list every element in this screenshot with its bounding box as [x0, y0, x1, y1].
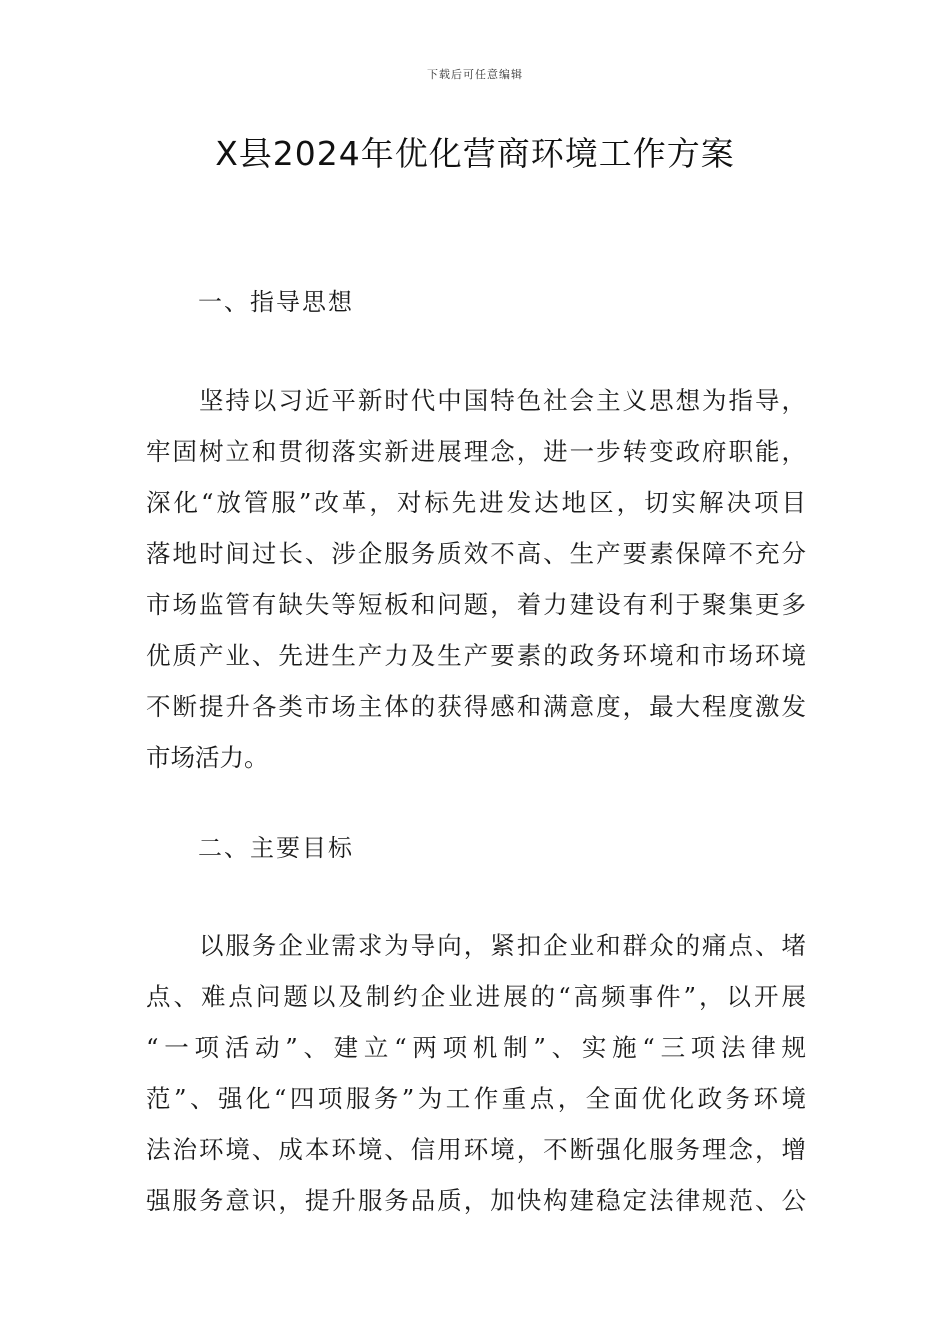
paragraph-line: 法治环境、成本环境、信用环境，不断强化服务理念，增: [146, 1135, 806, 1164]
section-heading-guiding-thought: 一、指导思想: [198, 288, 354, 316]
document-title: X县2024年优化营商环境工作方案: [215, 134, 735, 173]
paragraph-line: 优质产业、先进生产力及生产要素的政务环境和市场环境: [146, 641, 806, 670]
paragraph-line: 市场监管有缺失等短板和问题，着力建设有利于聚集更多: [146, 590, 806, 619]
paragraph-line: 点、难点问题以及制约企业进展的“高频事件”，以开展: [146, 982, 806, 1011]
paragraph-guiding-thought: [146, 375, 806, 783]
paragraph-line: 不断提升各类市场主体的获得感和满意度，最大程度激发: [146, 692, 806, 721]
paragraph-line: 坚持以习近平新时代中国特色社会主义思想为指导，: [146, 386, 806, 415]
paragraph-main-goals: [146, 920, 806, 1226]
paragraph-line: 牢固树立和贯彻落实新进展理念，进一步转变政府职能，: [146, 437, 806, 466]
paragraph-line: 落地时间过长、涉企服务质效不高、生产要素保障不充分: [146, 539, 806, 568]
header-note: 下载后可任意编辑: [427, 68, 523, 81]
paragraph-line: “一项活动”、建立“两项机制”、实施“三项法律规: [146, 1033, 806, 1062]
paragraph-line: 深化“放管服”改革，对标先进发达地区，切实解决项目: [146, 488, 806, 517]
section-heading-main-goals: 二、主要目标: [198, 834, 354, 862]
paragraph-line: 以服务企业需求为导向，紧扣企业和群众的痛点、堵: [146, 931, 806, 960]
paragraph-line: 市场活力。: [146, 743, 269, 772]
paragraph-line: 强服务意识，提升服务品质，加快构建稳定法律规范、公: [146, 1186, 806, 1215]
paragraph-line: 范”、强化“四项服务”为工作重点，全面优化政务环境: [146, 1084, 806, 1113]
